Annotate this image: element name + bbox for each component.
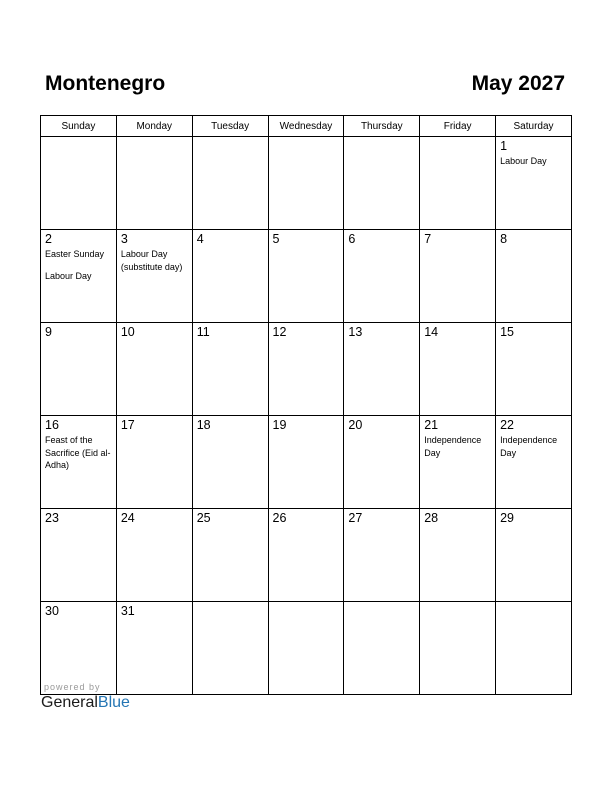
day-cell[interactable] [344, 323, 420, 416]
holiday-label: Independence Day [424, 435, 482, 458]
day-cell[interactable] [116, 323, 192, 416]
day-number: 9 [45, 325, 52, 339]
day-number: 12 [272, 325, 287, 339]
day-cell[interactable] [496, 230, 572, 323]
week-row [41, 230, 572, 323]
empty-day-cell [268, 602, 344, 695]
day-cell[interactable] [41, 416, 117, 509]
day-cell[interactable] [192, 323, 268, 416]
day-number: 23 [45, 511, 59, 525]
generalblue-logo[interactable] [41, 694, 130, 712]
day-number: 29 [500, 511, 514, 525]
day-cell[interactable] [41, 230, 117, 323]
holiday-label: Independence Day [500, 435, 558, 458]
holiday-label: Labour Day [500, 156, 547, 166]
day-cell[interactable] [116, 602, 192, 695]
week-row [41, 602, 572, 695]
holiday-label: Easter Sunday [45, 249, 105, 259]
empty-day-cell [192, 137, 268, 230]
day-number: 2 [45, 232, 52, 246]
day-number: 11 [196, 325, 210, 339]
day-cell[interactable] [268, 416, 344, 509]
day-number: 13 [348, 325, 363, 339]
day-cell[interactable] [344, 509, 420, 602]
day-number: 4 [196, 232, 204, 246]
week-row [41, 323, 572, 416]
weekday-header: Monday [116, 116, 192, 137]
brand-blue-text: Blue [97, 694, 130, 711]
day-number: 21 [424, 418, 439, 432]
country-title: Montenegro [45, 72, 166, 95]
day-cell[interactable] [496, 323, 572, 416]
day-cell[interactable] [268, 230, 344, 323]
day-number: 5 [272, 232, 280, 246]
day-cell[interactable] [420, 509, 496, 602]
day-number: 3 [120, 232, 128, 246]
holiday-label: Feast of the Sacrifice (Eid al-Adha) [45, 435, 111, 470]
week-row [41, 416, 572, 509]
day-number: 27 [348, 511, 363, 525]
day-cell[interactable] [420, 230, 496, 323]
day-cell[interactable] [496, 509, 572, 602]
day-number: 10 [120, 325, 135, 339]
day-number: 20 [348, 418, 363, 432]
day-cell[interactable] [192, 509, 268, 602]
day-cell[interactable] [41, 602, 117, 695]
weekday-header-row [41, 116, 572, 137]
day-number: 17 [120, 418, 135, 432]
week-row [41, 509, 572, 602]
day-number: 7 [424, 232, 432, 246]
day-cell[interactable] [41, 323, 117, 416]
empty-day-cell [420, 602, 496, 695]
day-cell[interactable] [116, 230, 192, 323]
holiday-label: Labour Day (substitute day) [120, 249, 183, 272]
empty-day-cell [344, 602, 420, 695]
month-year-title: May 2027 [471, 72, 565, 95]
empty-day-cell [268, 137, 344, 230]
day-number: 19 [272, 418, 287, 432]
empty-day-cell [41, 137, 117, 230]
day-number: 18 [196, 418, 211, 432]
day-cell[interactable] [192, 230, 268, 323]
weekday-header: Thursday [344, 116, 420, 137]
weekday-header: Saturday [496, 116, 572, 137]
day-number: 16 [45, 418, 59, 432]
day-cell[interactable] [116, 416, 192, 509]
day-number: 31 [120, 604, 135, 618]
day-cell[interactable] [420, 323, 496, 416]
weekday-header: Tuesday [192, 116, 268, 137]
day-cell[interactable] [344, 230, 420, 323]
day-number: 28 [424, 511, 439, 525]
day-number: 8 [500, 232, 508, 246]
week-row [41, 137, 572, 230]
day-cell[interactable] [116, 509, 192, 602]
day-number: 25 [196, 511, 211, 525]
holiday-label: Labour Day [45, 270, 92, 281]
day-cell[interactable] [420, 416, 496, 509]
empty-day-cell [420, 137, 496, 230]
empty-day-cell [496, 602, 572, 695]
day-cell[interactable] [268, 323, 344, 416]
weekday-header: Sunday [41, 116, 117, 137]
day-number: 1 [500, 139, 508, 153]
day-cell[interactable] [41, 509, 117, 602]
day-cell[interactable] [344, 416, 420, 509]
brand-general-text: General [41, 694, 98, 711]
empty-day-cell [344, 137, 420, 230]
day-number: 30 [45, 604, 59, 618]
day-number: 15 [500, 325, 514, 339]
day-cell[interactable] [496, 416, 572, 509]
day-cell[interactable] [496, 137, 572, 230]
day-cell[interactable] [192, 416, 268, 509]
day-number: 22 [500, 418, 514, 432]
weekday-header: Friday [420, 116, 496, 137]
day-cell[interactable] [268, 509, 344, 602]
day-number: 26 [272, 511, 287, 525]
weekday-header: Wednesday [268, 116, 344, 137]
empty-day-cell [192, 602, 268, 695]
powered-by-label: powered by [44, 682, 101, 692]
day-number: 14 [424, 325, 439, 339]
calendar-grid [40, 115, 572, 695]
empty-day-cell [116, 137, 192, 230]
day-number: 24 [120, 511, 135, 525]
day-number: 6 [348, 232, 356, 246]
